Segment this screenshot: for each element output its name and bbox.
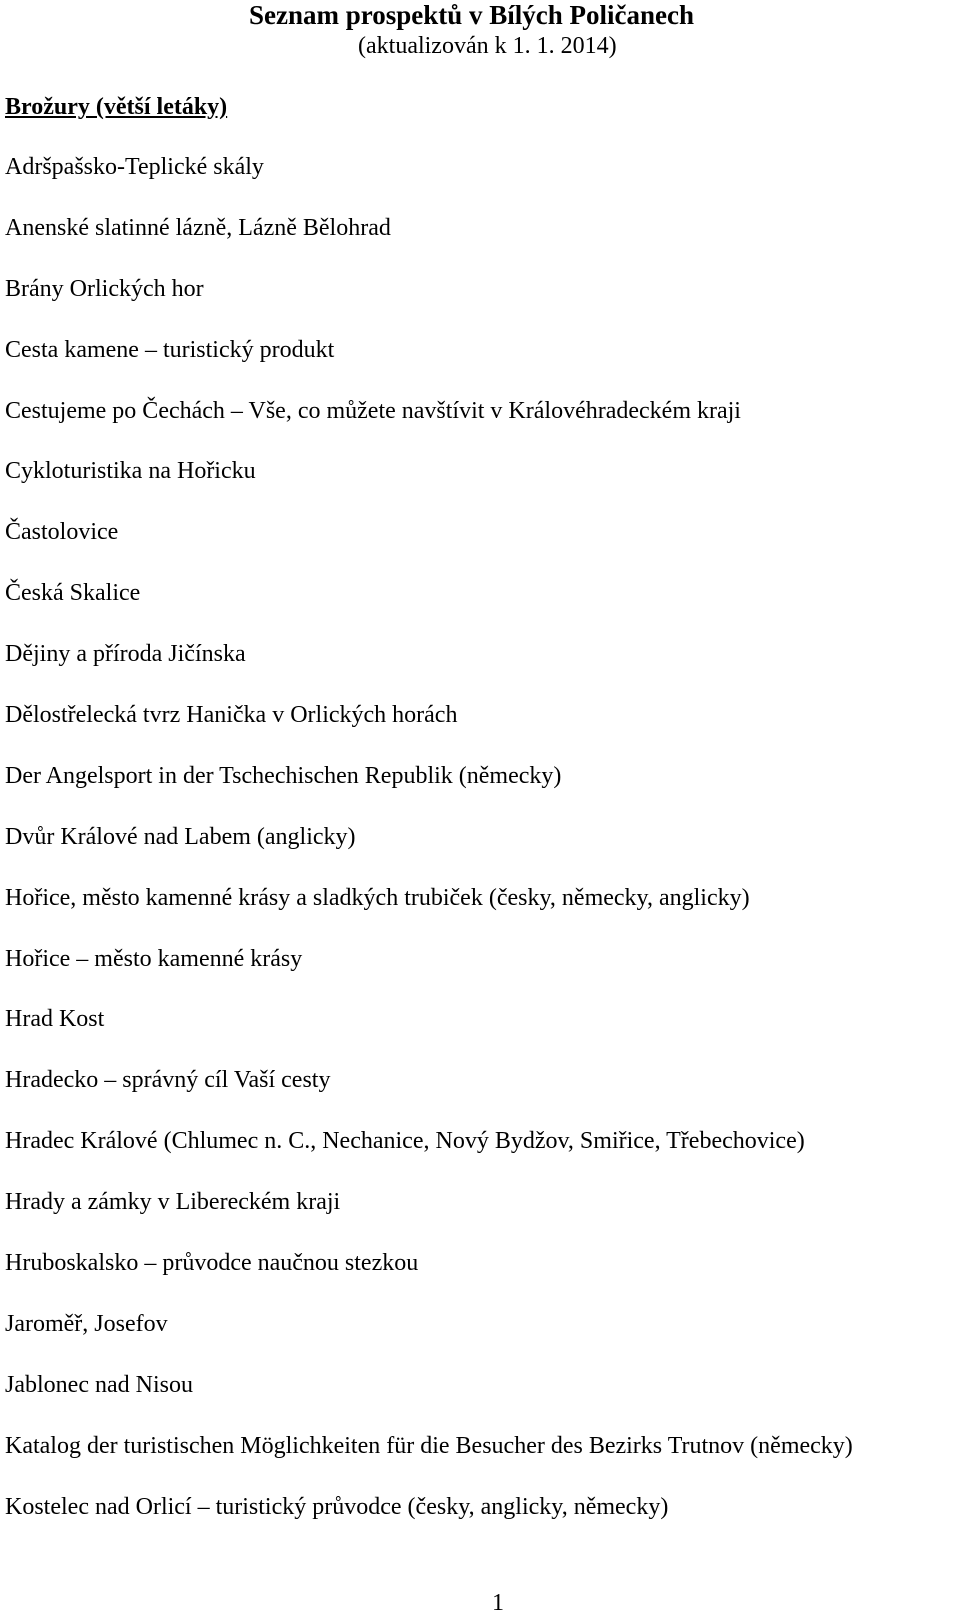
page-subtitle: (aktualizován k 1. 1. 2014) [358,33,617,59]
list-item: Anenské slatinné lázně, Lázně Bělohrad [5,214,391,241]
list-item: Kostelec nad Orlicí – turistický průvodce (česky, anglicky, německy) [5,1493,669,1520]
list-item: Dělostřelecká tvrz Hanička v Orlických horách [5,702,458,729]
list-item: Cesta kamene – turistický produkt [5,336,335,363]
list-item: Der Angelsport in der Tschechischen Republik (německy) [5,762,562,789]
list-item: Jaroměř, Josefov [5,1310,168,1337]
list-item: Hořice – město kamenné krásy [5,945,303,972]
list-item: Česká Skalice [5,580,141,607]
list-item: Katalog der turistischen Möglichkeiten für die Besucher des Bezirks Trutnov (německy) [5,1432,853,1459]
list-item: Dějiny a příroda Jičínska [5,641,246,668]
list-item: Jablonec nad Nisou [5,1371,193,1398]
list-item: Hradecko – správný cíl Vaší cesty [5,1067,331,1094]
list-item: Častolovice [5,519,119,546]
list-item: Hrady a zámky v Libereckém kraji [5,1189,341,1216]
page-number: 1 [492,1590,504,1616]
list-item: Adršpašsko-Teplické skály [5,154,264,180]
list-item: Cykloturistika na Hořicku [5,458,256,485]
page-title: Seznam prospektů v Bílých Poličanech [249,0,695,30]
list-item: Hradec Králové (Chlumec n. C., Nechanice, Nový Bydžov, Smiřice, Třebechovice) [5,1128,805,1155]
list-item: Dvůr Králové nad Labem (anglicky) [5,823,356,850]
list-item: Brány Orlických hor [5,275,204,302]
list-item: Hořice, město kamenné krásy a sladkých trubiček (česky, německy, anglicky) [5,884,750,911]
list-item: Hrad Kost [5,1006,105,1033]
section-heading: Brožury (větší letáky) [5,94,228,120]
brochure-list [5,151,853,1551]
list-item: Cestujeme po Čechách – Vše, co můžete navštívit v Královéhradeckém kraji [5,397,741,424]
list-item: Hruboskalsko – průvodce naučnou stezkou [5,1250,419,1277]
